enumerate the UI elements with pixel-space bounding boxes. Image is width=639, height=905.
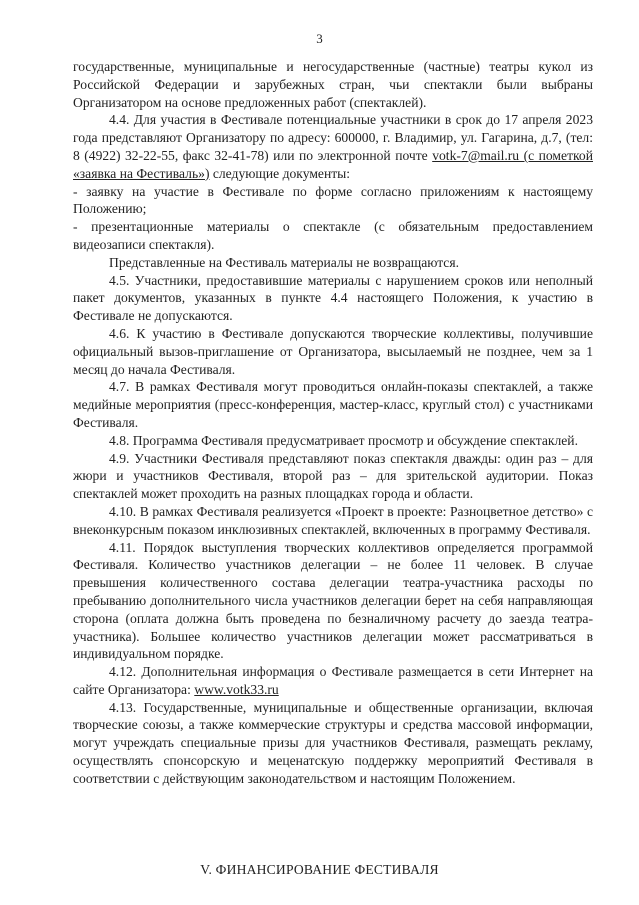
paragraph-4-10: 4.10. В рамках Фестиваля реализуется «Проект в проекте: Разноцветное детство» с внеконкурсным показом инклюзивных спектаклей, включенных в программу Фестиваля.	[73, 503, 593, 537]
list-item-presentation: - презентационные материалы о спектакле (с обязательным предоставлением видеозаписи спектакля).	[73, 219, 593, 252]
paragraph-4-6: 4.6. К участию в Фестивале допускаются творческие коллективы, получившие официальный вызов-приглашение от Организатора, высылаемый не позднее, чем за 1 месяц до начала Фестиваля.	[73, 325, 593, 377]
email-link[interactable]: votk-7@mail.ru (с пометкой «заявка на Фестиваль»)	[73, 147, 593, 181]
paragraph-4-7: 4.7. В рамках Фестиваля могут проводиться онлайн-показы спектаклей, а также медийные мероприятия (пресс-конференция, мастер-класс, круглый стол) с участниками Фестиваля.	[73, 379, 593, 430]
section-heading: V. ФИНАНСИРОВАНИЕ ФЕСТИВАЛЯ	[200, 862, 439, 877]
paragraph-4-9: 4.9. Участники Фестиваля представляют показ спектакля дважды: один раз – для жюри и участников Фестиваля, второй раз – для зрительской аудитории. Показ спектаклей может проходить на разных площадках города и области.	[73, 450, 593, 502]
page-number: 3	[316, 31, 323, 46]
paragraph-4-4	[73, 111, 593, 182]
paragraph-4-12-text: 4.12. Дополнительная информация о Фестивале размещается в сети Интернет на сайте Организатора:	[73, 664, 593, 697]
paragraph-4-4-text: 4.4. Для участия в Фестивале потенциальные участники в срок до 17 апреля 2023 года представляют Организатору по адресу: 600000, г. Владимир, ул. Гагарина, д.7, (тел: 8 (4922) 32-22-55, факс 32-41-78) или по электронной почте	[73, 112, 593, 163]
paragraph-4-4-tail: следующие документы:	[209, 165, 351, 181]
paragraph-4-8: 4.8. Программа Фестиваля предусматривает просмотр и обсуждение спектаклей.	[109, 432, 578, 448]
list-item-application: - заявку на участие в Фестивале по форме согласно приложениям к настоящему Положению;	[73, 183, 593, 217]
paragraph-4-5: 4.5. Участники, предоставившие материалы с нарушением сроков или неполный пакет документов, указанных в пункте 4.4 настоящего Положения, к участию в Фестивале не допускаются.	[73, 272, 593, 324]
paragraph-materials-return: Представленные на Фестиваль материалы не возвращаются.	[109, 254, 459, 270]
document-body	[73, 58, 593, 788]
paragraph-4-12	[73, 663, 593, 699]
website-link[interactable]: www.votk33.ru	[194, 681, 279, 697]
paragraph-continuation: государственные, муниципальные и негосударственные (частные) театры кукол из Российской Федерации и зарубежных стран, чьи спектакли были выбраны Организатором на основе предложенных работ (спектаклей).	[73, 59, 593, 110]
paragraph-4-11: 4.11. Порядок выступления творческих коллективов определяется программой Фестиваля. Количество участников делегации – не более 11 человек. В случае превышения количественного состава делегации театра-участника расходы по пребыванию дополнительного числа участников делегации берет на себя направляющая сторона (оплата должна быть проведена по безналичному расчету до заезда театра-участника). Большее количество участников делегации может рассматриваться в индивидуальном порядке.	[73, 539, 593, 662]
paragraph-4-13: 4.13. Государственные, муниципальные и общественные организации, включая творческие союзы, а также коммерческие структуры и средства массовой информации, могут учреждать специальные призы для участников Фестиваля, размещать рекламу, осуществлять спонсорскую и меценатскую поддержку мероприятий Фестиваля в соответствии с действующим законодательством и настоящим Положением.	[73, 699, 593, 786]
